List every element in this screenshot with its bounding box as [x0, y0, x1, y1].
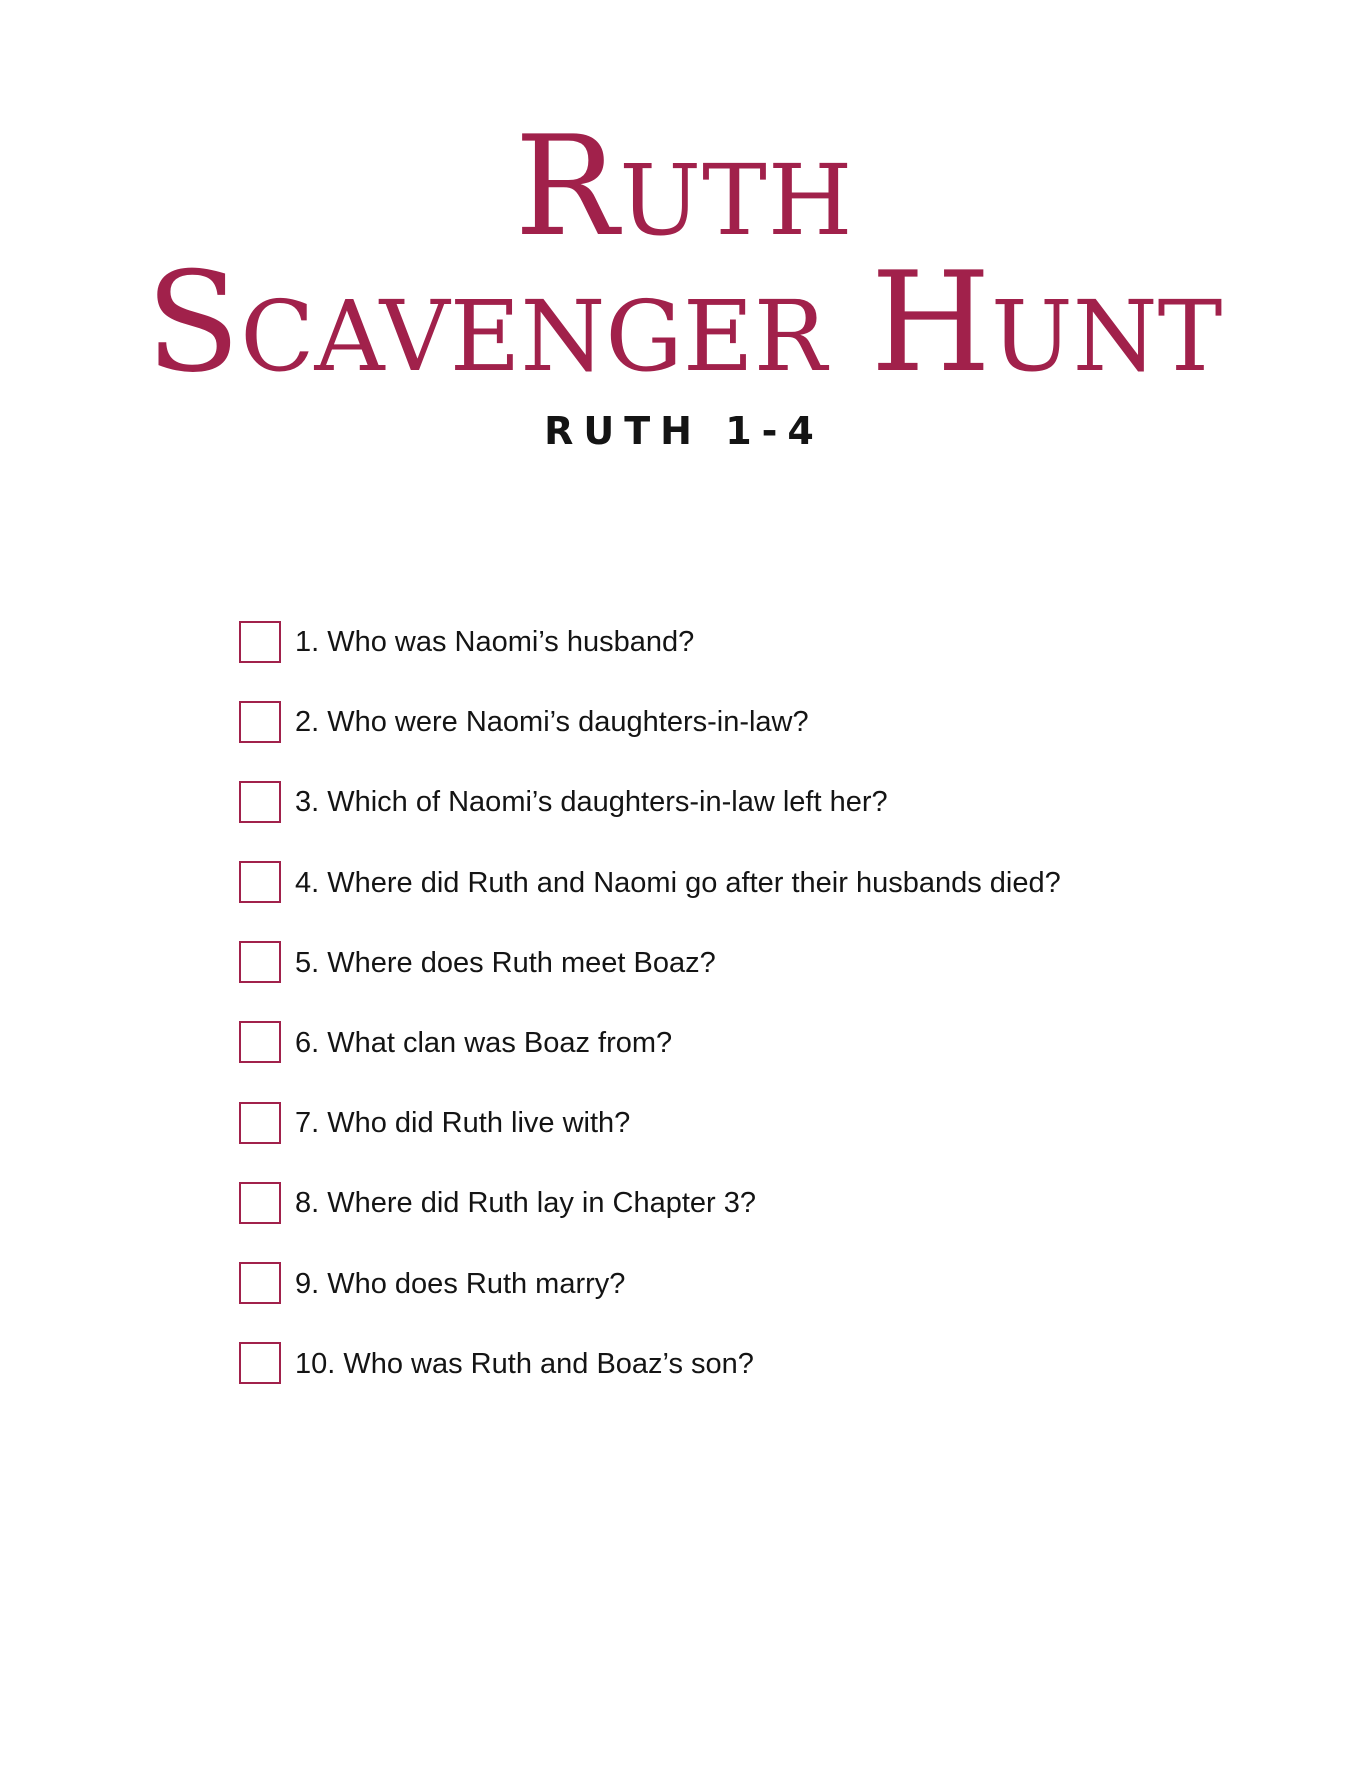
- page-title-line-2: Scavenger Hunt: [145, 242, 1223, 403]
- question-text: 1. Who was Naomi’s husband?: [295, 626, 695, 658]
- checkbox-icon[interactable]: [239, 621, 281, 663]
- question-text: 6. What clan was Boaz from?: [295, 1026, 673, 1059]
- question-text: 10. Who was Ruth and Boaz’s son?: [295, 1347, 754, 1380]
- checkbox-icon[interactable]: [239, 941, 281, 983]
- checkbox-icon[interactable]: [239, 701, 281, 743]
- checklist-item: [239, 860, 1061, 905]
- checklist-item: [239, 1341, 1061, 1386]
- checkbox-icon[interactable]: [239, 1021, 281, 1063]
- question-text: 8. Where did Ruth lay in Chapter 3?: [295, 1187, 757, 1220]
- question-text: 9. Who does Ruth marry?: [295, 1267, 626, 1300]
- checkbox-icon[interactable]: [239, 1102, 281, 1144]
- question-text: 5. Where does Ruth meet Boaz?: [295, 946, 716, 979]
- page-subtitle: RUTH 1-4: [544, 409, 824, 453]
- checkbox-icon[interactable]: [239, 1182, 281, 1224]
- checklist-item: [239, 1261, 1061, 1306]
- checklist-item: [239, 619, 1061, 664]
- checkbox-icon[interactable]: [239, 861, 281, 903]
- checklist-item: [239, 699, 1061, 744]
- checklist-item: [239, 1180, 1061, 1225]
- checklist-item: [239, 940, 1061, 985]
- page-title-line-1: Ruth: [514, 106, 854, 267]
- checklist-item: [239, 1100, 1061, 1145]
- checkbox-icon[interactable]: [239, 1262, 281, 1304]
- question-checklist: [239, 619, 1061, 1421]
- checklist-item: [239, 779, 1061, 824]
- question-text: 4. Where did Ruth and Naomi go after their husbands died?: [295, 866, 1061, 899]
- checklist-item: [239, 1020, 1061, 1065]
- question-text: 7. Who did Ruth live with?: [295, 1107, 631, 1140]
- question-text: 3. Which of Naomi’s daughters-in-law left her?: [295, 786, 888, 819]
- question-text: 2. Who were Naomi’s daughters-in-law?: [295, 706, 809, 739]
- checkbox-icon[interactable]: [239, 781, 281, 823]
- checkbox-icon[interactable]: [239, 1342, 281, 1384]
